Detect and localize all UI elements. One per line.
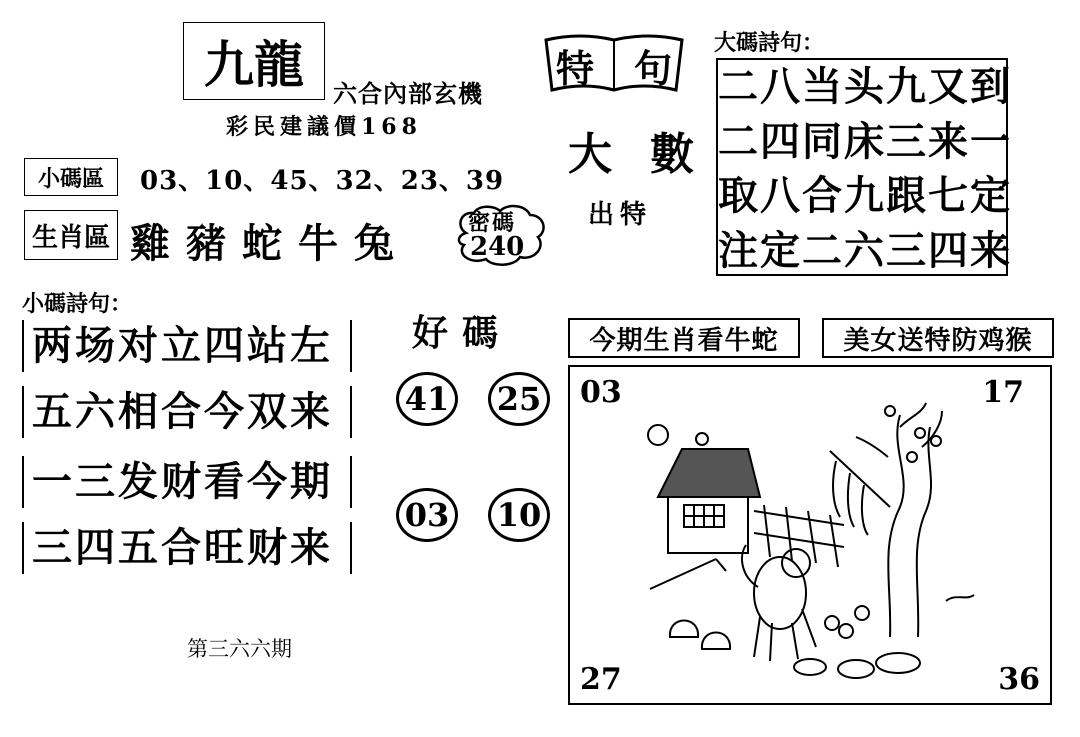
bag-icon [670, 621, 730, 650]
issue-label: 第三六六期 [187, 637, 292, 661]
corner-number: 03 [580, 375, 622, 410]
poem-line: 五六相合今双来 [22, 386, 352, 438]
fence-icon [754, 505, 844, 567]
corner-number: 36 [998, 662, 1040, 697]
page-title: 九龍 [183, 22, 325, 100]
poem-line: 三四五合旺财来 [22, 522, 352, 574]
big-number-label: 大數 [568, 129, 732, 180]
stone-icon [794, 659, 826, 675]
zodiac-label: 生肖區 [24, 210, 118, 260]
zodiac-tag: 今期生肖看牛蛇 [568, 318, 800, 358]
moon-icon [648, 425, 668, 445]
good-codes-title: 好碼 [412, 312, 513, 354]
out-special-label: 出特 [588, 200, 653, 230]
good-code-circle: 10 [488, 488, 550, 542]
scroll-char: 特 [556, 46, 595, 91]
fruit-icon [825, 616, 839, 630]
monkey-icon [742, 545, 816, 661]
poem-line: 一三发财看今期 [22, 456, 352, 508]
good-code-circle: 25 [488, 372, 550, 426]
tree-icon [856, 403, 942, 637]
poem-line: 两场对立四站左 [22, 320, 352, 372]
small-poem-box [22, 320, 352, 574]
picture-panel [568, 365, 1052, 705]
poem-line: 二八当头九又到 [718, 63, 1012, 110]
subtitle: 六合內部玄機 [333, 79, 483, 108]
monkey-farm-illustration [630, 387, 1010, 687]
small-code-label: 小碼區 [24, 158, 118, 196]
scroll-text [556, 38, 672, 93]
stone-icon [876, 653, 920, 673]
secret-code-value: 240 [470, 232, 525, 262]
corner-number: 27 [580, 662, 622, 697]
poem-line: 取八合九跟七定 [718, 172, 1012, 219]
price-note: 彩民建議價168 [226, 114, 422, 140]
zodiac-animals: 雞豬蛇牛兔 [130, 220, 410, 267]
fruit-icon [839, 624, 853, 638]
stick-icon [650, 559, 716, 589]
big-poem-box [716, 58, 1012, 276]
poem-line: 注定二六三四来 [718, 226, 1012, 274]
hanging-fish-icon [830, 451, 890, 535]
small-poem-title: 小碼詩句： [22, 291, 133, 317]
small-code-list: 03、10、45、32、23、39 [140, 166, 505, 196]
poem-line: 二四同床三来一 [718, 117, 1012, 165]
zodiac-tag: 美女送特防鸡猴 [822, 318, 1054, 358]
corner-number: 17 [982, 375, 1024, 410]
big-poem-title: 大碼詩句： [714, 30, 825, 56]
secret-code-label: 密碼 [468, 210, 517, 236]
good-code-circle: 41 [396, 372, 458, 426]
house-icon [658, 433, 760, 553]
branch-icon [946, 595, 974, 601]
scroll-char: 句 [633, 46, 672, 91]
fruit-icon [855, 606, 869, 620]
good-code-circle: 03 [396, 488, 458, 542]
stone-icon [838, 660, 874, 678]
